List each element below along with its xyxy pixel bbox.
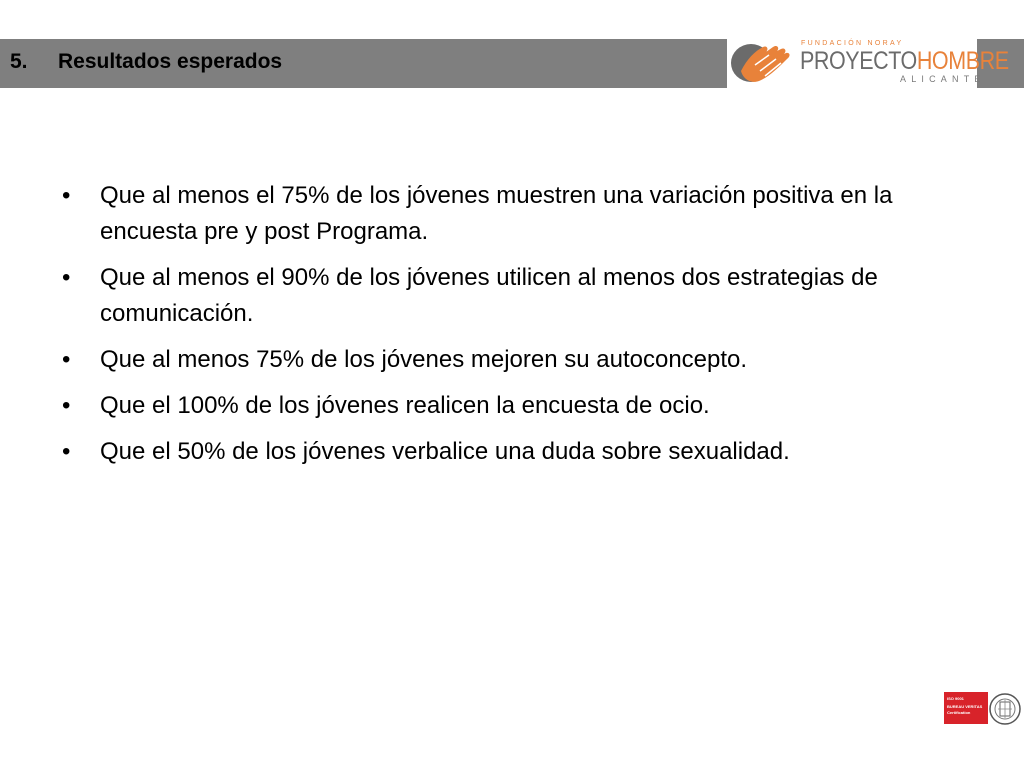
cert-line-3: Certification — [947, 710, 971, 715]
logo-wordmark-part1: PROYECTO — [800, 47, 917, 75]
bureau-veritas-seal-icon — [988, 690, 1022, 728]
bullet-dot: • — [62, 392, 71, 419]
section-number: 5. — [10, 50, 28, 73]
section-title — [10, 39, 282, 88]
bullet-dot: • — [62, 182, 71, 209]
bullet-dot: • — [62, 264, 71, 291]
list-item-text: Que el 100% de los jóvenes realicen la encuesta de ocio. — [100, 392, 710, 419]
list-item — [62, 434, 962, 470]
list-item — [62, 342, 962, 378]
logo-wordmark-part2: HOMBRE — [916, 47, 1009, 75]
list-item-text: Que al menos el 75% de los jóvenes muestren una variación positiva en la encuesta pre y post Programa. — [100, 182, 893, 245]
bullet-dot: • — [62, 346, 71, 373]
bullet-dot: • — [62, 438, 71, 465]
logo-foundation-text: FUNDACIÓN NORAY — [801, 40, 904, 47]
list-item — [62, 178, 962, 250]
list-item-text: Que al menos 75% de los jóvenes mejoren su autoconcepto. — [100, 346, 748, 373]
logo-wordmark — [800, 47, 1009, 75]
list-item-text: Que al menos el 90% de los jóvenes utilicen al menos dos estrategias de comunicación. — [100, 264, 878, 327]
list-item — [62, 260, 962, 332]
section-title-text: Resultados esperados — [58, 50, 283, 73]
certification-badge — [944, 690, 1022, 728]
cert-line-1: ISO 9001 — [947, 696, 964, 701]
list-item — [62, 388, 962, 424]
bullet-list — [62, 178, 962, 480]
cert-line-2: BUREAU VERITAS — [947, 704, 983, 709]
list-item-text: Que el 50% de los jóvenes verbalice una duda sobre sexualidad. — [100, 438, 790, 465]
proyecto-hombre-logo — [727, 39, 1009, 88]
hands-logo-icon — [729, 41, 791, 86]
logo-city-text: ALICANTE — [900, 74, 986, 84]
certification-label — [944, 692, 988, 724]
